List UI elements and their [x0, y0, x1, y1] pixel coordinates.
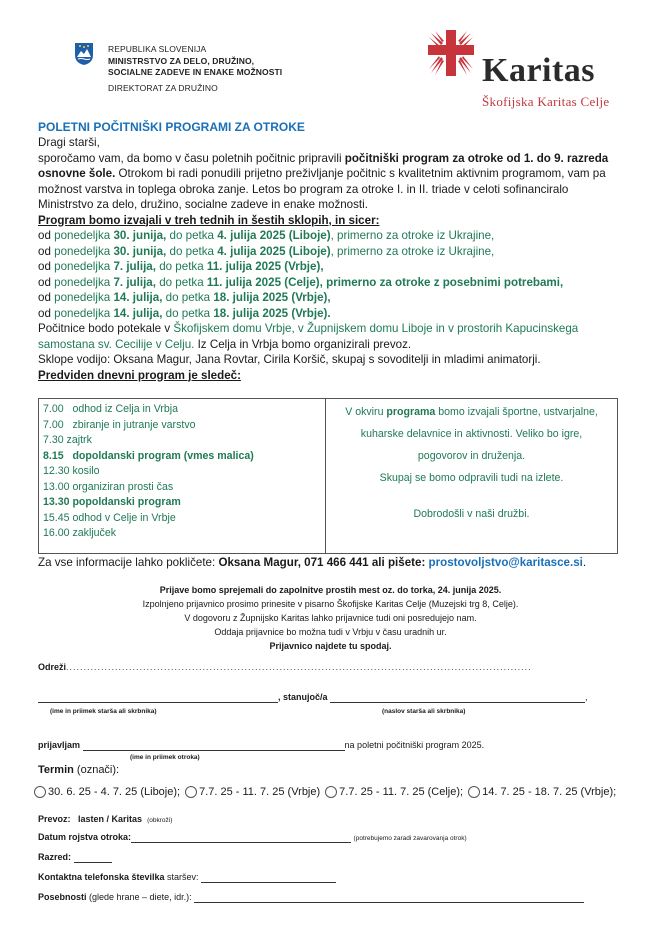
prevoz-note: (obkroži): [147, 817, 173, 824]
special-label-rest: (glede hrane – diete, idr.):: [86, 892, 192, 902]
intro-text-b: Otrokom bi radi ponudili prijetno preživljanje počitnic s kvalitetnim aktivnim programom, vam pa možnost varstva in toplega obroka zanje. Letos bo program za otroke I. in II. triade v celoti sofinanciralo Ministrstvo za delo, družino, socialne zadeve in enake možnosti.: [38, 167, 606, 211]
schedule-item: 13.30 popoldanski program: [43, 496, 181, 508]
greeting: Dragi starši,: [38, 136, 100, 149]
phone-field[interactable]: [201, 872, 336, 883]
parent-row: , stanujoč/a ,: [38, 692, 588, 703]
location-places: Škofijskem domu Vrbje, v Župnijskem domu Liboje in v prostorih Kapucinskega samostana sv. Cecilije v Celju.: [38, 322, 579, 351]
intro-paragraph: [38, 151, 623, 213]
program-info: [326, 399, 617, 553]
prevoz-label: Prevoz:: [38, 814, 71, 824]
schedule-item: 15.45 odhod v Celje in Vrbje: [43, 511, 176, 524]
program-info-line-4: Skupaj se bomo odpravili tudi na izlete.: [379, 472, 564, 484]
prijavljam-label: prijavljam: [38, 740, 81, 750]
termin-option-label: 7.7. 25 - 11. 7. 25 (Celje);: [339, 786, 464, 798]
parent-address-field[interactable]: [330, 692, 585, 703]
session-do-petka: do petka: [162, 291, 214, 304]
radio-icon[interactable]: [325, 786, 337, 798]
radio-icon[interactable]: [185, 786, 197, 798]
child-name-field[interactable]: [83, 740, 345, 751]
registration-line-5: Prijavnico najdete tu spodaj.: [269, 641, 392, 651]
schedule-item: 7.00 zbiranje in jutranje varstvo: [43, 418, 196, 431]
registration-deadline: Prijave bomo sprejemali do zapolnitve prostih mest oz. do torka, 24. junija 2025.: [159, 585, 502, 595]
termin-option-label: 30. 6. 25 - 4. 7. 25 (Liboje);: [48, 786, 181, 798]
schedule-table: [38, 398, 618, 554]
session-note: , primerno za otroke iz Ukrajine,: [330, 229, 495, 242]
session-item: [38, 290, 623, 306]
phone-row: [38, 872, 336, 883]
session-ponedeljka: ponedeljka: [54, 229, 114, 242]
stanujoc-label: , stanujoč/a: [278, 692, 328, 702]
phone-label-bold: Kontaktna telefonska številka: [38, 872, 165, 882]
termin-option-label: 7.7. 25 - 11. 7. 25 (Vrbje): [199, 786, 321, 798]
session-do-petka: do petka: [155, 275, 207, 289]
session-od: od: [38, 260, 55, 273]
prevoz-row: [38, 814, 172, 824]
caritas-cross-icon: [426, 28, 476, 78]
schedule-item: 12.30 kosilo: [43, 465, 100, 477]
radio-icon[interactable]: [34, 786, 46, 798]
session-item: [38, 275, 623, 291]
radio-icon[interactable]: [468, 786, 480, 798]
session-end: 11. julija 2025 (Vrbje),: [206, 260, 324, 273]
location-paragraph: [38, 321, 623, 352]
session-ponedeljka: ponedeljka: [54, 306, 114, 320]
location-text-a: Počitnice bodo potekale v: [38, 322, 174, 335]
cut-label: Odreži: [38, 662, 67, 672]
session-end: 4. julija 2025 (Liboje): [217, 244, 331, 258]
registration-line-2: Izpolnjeno prijavnico prosimo prinesite v pisarno Škofijske Karitas Celje (Muzejski trg 8, Celje).: [142, 599, 519, 609]
session-note: primerno za otroke z posebnimi potrebami,: [322, 275, 564, 289]
program-info-line-2: kuharske delavnice in aktivnosti. Veliko bo igre,: [360, 428, 583, 440]
phone-label-rest: staršev:: [164, 872, 199, 882]
program-suffix: na poletni počitniški program 2025.: [344, 740, 485, 750]
program-info-line-3: pogovorov in druženja.: [417, 450, 526, 462]
ministry-line-4: DIREKTORAT ZA DRUŽINO: [108, 82, 218, 93]
session-start: 30. junija,: [113, 229, 167, 242]
info-bold: programa: [386, 406, 436, 418]
termin-option[interactable]: [185, 786, 320, 798]
child-row: [38, 740, 484, 751]
child-caption: (ime in priimek otroka): [130, 754, 200, 761]
session-start: 14. julija,: [113, 306, 163, 320]
session-do-petka: do petka: [166, 229, 218, 242]
daily-heading: Predviden dnevni program je sledeč:: [38, 368, 241, 382]
intro-text-a: sporočamo vam, da bomo v času poletnih počitnic pripravili: [38, 151, 345, 165]
session-od: od: [38, 229, 55, 242]
razred-field[interactable]: [74, 852, 112, 863]
program-info-line-1: [326, 401, 617, 423]
session-od: od: [38, 244, 55, 258]
session-item: [38, 228, 623, 244]
session-ponedeljka: ponedeljka: [54, 275, 114, 289]
cut-dots: .....................................................................................................................................: [66, 662, 532, 672]
session-od: od: [38, 275, 55, 289]
ministry-line-2: MINISTRSTVO ZA DELO, DRUŽINO,: [108, 55, 255, 66]
info-text: V okviru: [345, 406, 387, 418]
ministry-header: [108, 44, 282, 94]
termin-bold: Termin: [38, 764, 74, 776]
contact-prefix: Za vse informacije lahko pokličete:: [38, 556, 219, 569]
session-start: 7. julija,: [113, 260, 156, 273]
termin-option[interactable]: [468, 786, 616, 798]
termin-option-label: 14. 7. 25 - 18. 7. 25 (Vrbje);: [482, 786, 617, 798]
session-start: 14. julija,: [113, 291, 163, 304]
ministry-line-1: REPUBLIKA SLOVENIJA: [108, 44, 207, 54]
termin-option[interactable]: [325, 786, 463, 798]
registration-info: [38, 583, 623, 653]
session-ponedeljka: ponedeljka: [54, 244, 114, 258]
registration-line-3: V dogovoru z Župnijsko Karitas lahko prijavnice tudi oni posredujejo nam.: [184, 613, 477, 623]
session-od: od: [38, 291, 55, 304]
session-item: [38, 306, 623, 322]
location-text-b: Iz Celja in Vrbja bomo organizirali prevoz.: [194, 337, 412, 351]
session-end: 11. julija 2025 (Celje),: [206, 275, 323, 289]
registration-line-4: Oddaja prijavnice bo možna tudi v Vrbju v času uradnih ur.: [214, 627, 447, 637]
ministry-line-3: SOCIALNE ZADEVE IN ENAKE MOŽNOSTI: [108, 67, 283, 77]
schedule-item: 7.30 zajtrk: [43, 434, 92, 446]
termin-rest: (označi):: [73, 764, 120, 776]
session-ponedeljka: ponedeljka: [54, 260, 114, 273]
termin-label: [38, 764, 119, 776]
schedule-item: 7.00 odhod iz Celja in Vrbja: [43, 403, 179, 415]
karitas-wordmark: Karitas: [482, 52, 596, 89]
dob-note: (potrebujemo zaradi zavarovanja otrok): [353, 835, 467, 842]
termin-option[interactable]: [34, 786, 180, 798]
cut-line: [38, 662, 618, 672]
program-heading: Program bomo izvajali v treh tednih in šestih sklopih, in sicer:: [38, 213, 380, 227]
session-end: 18. julija 2025 (Vrbje).: [213, 306, 331, 320]
schedule-item: 8.15 dopoldanski program (vmes malica): [43, 449, 254, 462]
session-item: [38, 259, 623, 275]
dob-label: Datum rojstva otroka:: [38, 832, 132, 842]
intro-text-bold: počitniški program za otroke od 1. do 9. razreda osnovne šole.: [38, 151, 609, 180]
schedule-list: [39, 399, 326, 553]
contact-email-link[interactable]: prostovoljstvo@karitasce.si: [428, 556, 583, 569]
razred-row: [38, 852, 112, 863]
session-item: [38, 244, 623, 260]
info-text: bomo izvajali športne, ustvarjalne,: [435, 406, 598, 418]
razred-label: Razred:: [38, 852, 72, 862]
contact-name-phone: Oksana Magur, 071 466 441 ali pišete:: [218, 556, 429, 569]
leaders: Sklope vodijo: Oksana Magur, Jana Rovtar, Cirila Koršič, skupaj s sovoditelji in mladimi animatorji.: [38, 353, 541, 366]
session-start: 7. julija,: [113, 275, 156, 289]
session-list: [38, 228, 623, 321]
prevoz-options[interactable]: lasten / Karitas: [78, 814, 143, 824]
contact-line: [38, 556, 586, 569]
parent-name-field[interactable]: [38, 692, 278, 703]
session-ponedeljka: ponedeljka: [54, 291, 114, 304]
letter-body: [38, 135, 623, 383]
slovenia-coat-of-arms-icon: [74, 42, 94, 66]
session-start: 30. junija,: [113, 244, 167, 258]
address-caption: (naslov starša ali skrbnika): [382, 708, 466, 715]
page-title: POLETNI POČITNIŠKI PROGRAMI ZA OTROKE: [38, 120, 305, 134]
schedule-item: 16.00 zaključek: [43, 527, 117, 539]
session-end: 18. julija 2025 (Vrbje),: [213, 291, 331, 304]
session-note: , primerno za otroke iz Ukrajine,: [330, 244, 495, 258]
session-do-petka: do petka: [166, 244, 218, 258]
session-od: od: [38, 306, 55, 320]
special-row: [38, 892, 584, 903]
program-info-welcome: Dobrodošli v naši družbi.: [413, 508, 530, 520]
session-do-petka: do petka: [155, 260, 207, 273]
schedule-item: 13.00 organiziran prosti čas: [43, 480, 174, 493]
session-do-petka: do petka: [162, 306, 214, 320]
session-end: 4. julija 2025 (Liboje): [217, 229, 331, 242]
special-label-bold: Posebnosti: [38, 892, 87, 902]
contact-suffix: .: [582, 556, 587, 569]
parent-caption: (ime in priimek starša ali skrbnika): [50, 708, 157, 715]
special-field[interactable]: [194, 892, 584, 903]
dob-field[interactable]: [131, 832, 351, 843]
karitas-subtitle: Škofijska Karitas Celje: [482, 94, 610, 109]
termin-options: [34, 786, 621, 798]
dob-row: [38, 832, 467, 843]
